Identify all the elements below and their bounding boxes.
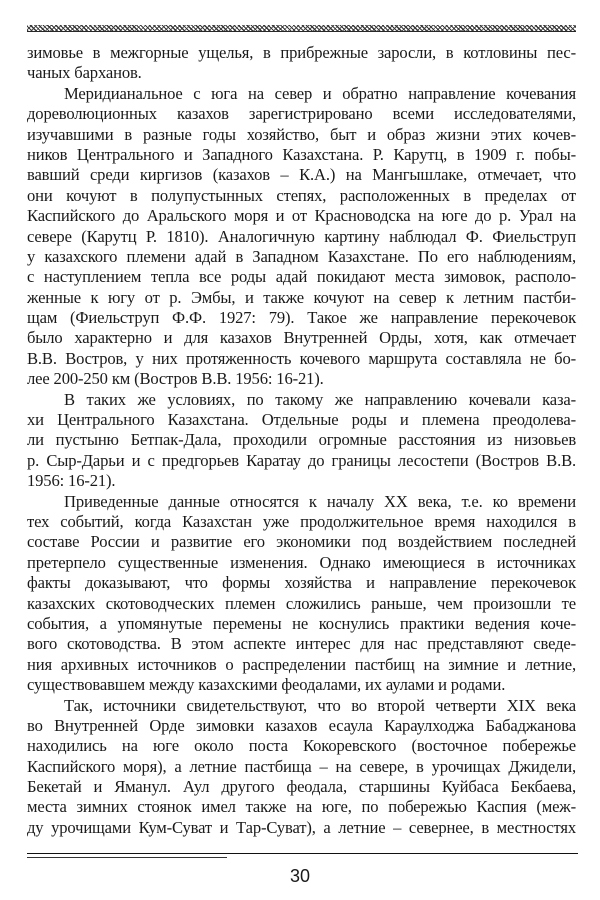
text-line: у казахского племени адай в Западном Казахстане. По его наблюдениям,: [27, 246, 576, 266]
text-line: составе России и развитие его экономики под воздействием последней: [27, 532, 576, 552]
text-line: 1956: 16-21).: [27, 471, 116, 491]
footer-rule-left-segment: [27, 857, 227, 858]
text-line: хи Центрального Казахстана. Отдельные роды и племена преодолева-: [27, 410, 576, 430]
text-line: тех событий, когда Казахстан уже продолжительное время находился в: [27, 511, 576, 531]
text-line: они кочуют в полупустынных степях, расположенных в пределах от: [27, 185, 576, 205]
page-number: 30: [289, 866, 311, 886]
text-line: Каспийского до Аральского моря и от Красноводска на юге до р. Урал на: [27, 206, 576, 226]
text-line: дореволюционных казахов зарегистрировано всеми исследователями,: [27, 104, 576, 124]
paragraph-first-line: Меридианальное с юга на север и обратно направление кочевания: [64, 83, 576, 103]
text-line: ли пустыню Бетпак-Дала, проходили огромные расстояния из низовьев: [27, 430, 576, 450]
text-line: ния архивных источников о распределении пастбищ на зимние и летние,: [27, 654, 576, 674]
text-line: ников Центрального и Западного Казахстана. Р. Карутц, в 1909 г. побы-: [27, 144, 576, 164]
text-line: претерпело существенные изменения. Однако имеющиеся в источниках: [27, 552, 576, 572]
text-line: чаных барханов.: [27, 63, 142, 83]
text-line: щам (Фиельструп Ф.Ф. 1927: 79). Такое же направление перекочевок: [27, 308, 576, 328]
text-line: вого скотоводства. В этом аспекте интерес для нас представляют сведе-: [27, 634, 576, 654]
text-line: с наступлением тепла все роды адай покидают места зимовок, располо-: [27, 267, 576, 287]
text-line: места зимних стоянок имел также на юге, по побережью Каспия (меж-: [27, 797, 576, 817]
text-line: лее 200-250 км (Востров В.В. 1956: 16-21).: [27, 369, 324, 389]
text-line: во Внутренней Орде зимовки казахов есаула Караулходжа Бабаджанова: [27, 715, 576, 735]
paragraph-first-line: В таких же условиях, по такому же направлению кочевали каза-: [64, 389, 576, 409]
text-line: находились на юге около поста Кокоревского (восточное побережье: [27, 736, 576, 756]
text-line: ду урочищами Кум-Суват и Тар-Суват), а летние – севернее, в местностях: [27, 817, 576, 837]
text-line: факты доказывают, что формы хозяйства и направление перекочевок: [27, 573, 576, 593]
text-line: Бекетай и Яманул. Аул другого феодала, старшины Куйбаса Бекбаева,: [27, 777, 576, 797]
text-line: события, а упомянутые перемены не коснулись практики ведения коче-: [27, 613, 576, 633]
paragraph-first-line: Так, источники свидетельствуют, что во второй четверти XIX века: [64, 695, 576, 715]
text-line: зимовье в межгорные ущелья, в прибрежные заросли, в котловины пес-: [27, 43, 576, 62]
text-line: женные к югу от р. Эмбы, и также кочуют на север к летним пастби-: [27, 287, 576, 307]
paragraph-first-line: Приведенные данные относятся к началу XX века, т.е. ко времени: [64, 491, 576, 511]
text-line: В.В. Востров, у них протяженность кочевого маршрута составляла не бо-: [27, 348, 576, 368]
text-line: р. Сыр-Дарьи и с предгорьев Каратау до границы лесостепи (Востров В.В.: [27, 450, 576, 470]
text-line: казахских скотоводческих племен сложились раньше, чем произошли те: [27, 593, 576, 613]
text-line: севере (Карутц Р. 1810). Аналогичную картину наблюдал Ф. Фиельструп: [27, 226, 576, 246]
text-line: существовавшем между казахскими феодалами, их аулами и родами.: [27, 675, 506, 695]
text-line: Каспийского моря), а летние пастбища – на севере, в урочищах Джидели,: [27, 756, 576, 776]
text-line: изучавшими в разные годы хозяйство, быт и образ жизни этих кочев-: [27, 124, 576, 144]
footer-rule: [27, 853, 578, 854]
top-ornamental-border: [27, 25, 576, 32]
body-text: [27, 43, 576, 838]
text-line: вавший среди киргизов (казахов – К.А.) на Мангышлаке, отмечает, что: [27, 165, 576, 185]
text-line: было характерно и для казахов Внутренней Орды, хотя, как отмечает: [27, 328, 576, 348]
